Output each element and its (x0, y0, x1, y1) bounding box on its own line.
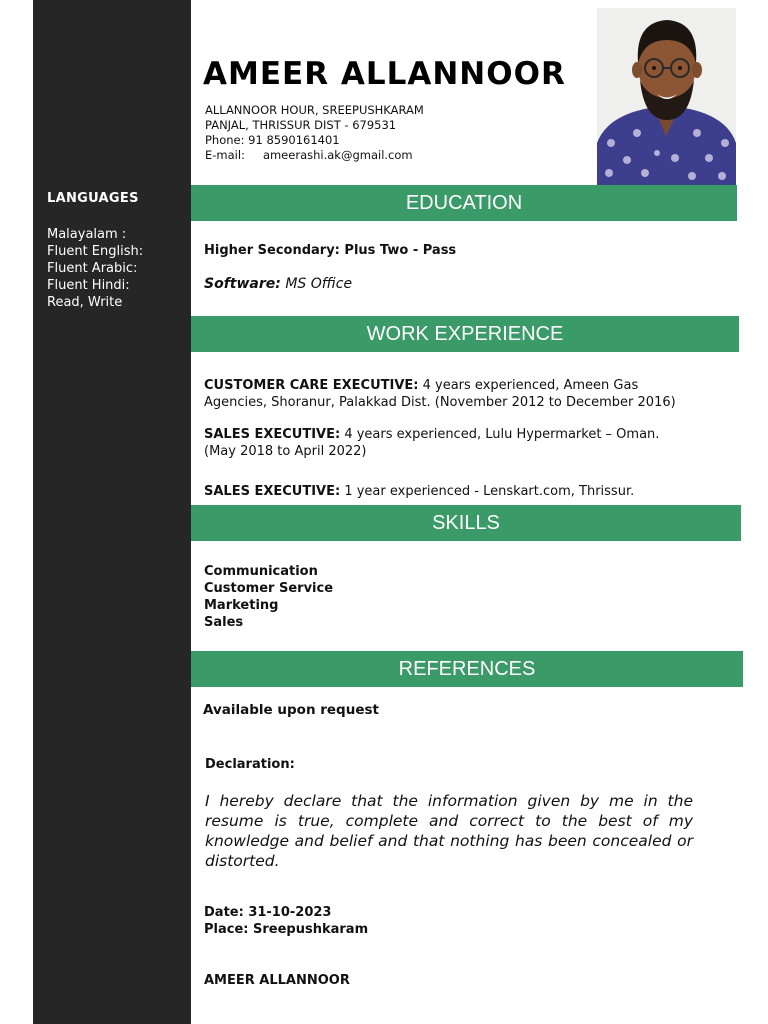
languages-heading: LANGUAGES (47, 191, 139, 206)
references-text: Available upon request (203, 702, 379, 718)
skills-list (204, 563, 333, 631)
job-title: CUSTOMER CARE EXECUTIVE: (204, 378, 419, 393)
job-entry (204, 426, 659, 460)
declaration-text: I hereby declare that the information given by me in the resume is true, complete and correct to the best of my knowledge and belief and that nothing has been concealed or distorted. (205, 792, 693, 870)
language-item: Malayalam : (47, 227, 127, 242)
skills-heading: SKILLS (191, 505, 741, 541)
job-entry (204, 377, 676, 411)
software-label: Software: (204, 276, 281, 292)
email-row (205, 148, 424, 163)
profile-photo (597, 8, 736, 186)
address-line-2: PANJAL, THRISSUR DIST - 679531 (205, 118, 397, 132)
education-heading: EDUCATION (191, 185, 737, 221)
job-title: SALES EXECUTIVE: (204, 484, 341, 499)
software-value: MS Office (285, 276, 353, 292)
declaration-place: Place: Sreepushkaram (204, 922, 369, 937)
signature-name: AMEER ALLANNOOR (204, 973, 350, 988)
email-link[interactable]: ameerashi.ak@gmail.com (262, 148, 413, 162)
job-detail: 4 years experienced, Lulu Hypermarket – Oman. (340, 427, 660, 442)
job-detail: Agencies, Shoranur, Palakkad Dist. (November 2012 to December 2016) (204, 395, 676, 410)
candidate-name: AMEER ALLANNOOR (203, 56, 566, 92)
declaration-date: Date: 31-10-2023 (204, 905, 332, 920)
skill-item: Customer Service (204, 581, 334, 596)
languages-list (47, 226, 143, 311)
software-row (204, 276, 352, 292)
language-item: Fluent Arabic: (47, 261, 138, 276)
language-item: Read, Write (47, 295, 123, 310)
job-title: SALES EXECUTIVE: (204, 427, 341, 442)
job-entry (204, 483, 634, 500)
higher-secondary: Higher Secondary: Plus Two - Pass (204, 243, 457, 258)
declaration-heading: Declaration: (205, 757, 295, 772)
job-detail: (May 2018 to April 2022) (204, 444, 367, 459)
sidebar (33, 0, 191, 1024)
references-heading: REFERENCES (191, 651, 743, 687)
language-item: Fluent English: (47, 244, 144, 259)
email-label: E-mail: (205, 148, 245, 162)
skill-item: Marketing (204, 598, 279, 613)
work-experience-heading: WORK EXPERIENCE (191, 316, 739, 352)
job-detail: 4 years experienced, Ameen Gas (418, 378, 639, 393)
skill-item: Sales (204, 615, 244, 630)
contact-block (205, 103, 424, 163)
skill-item: Communication (204, 564, 318, 579)
job-detail: 1 year experienced - Lenskart.com, Thrissur. (340, 484, 635, 499)
address-line-1: ALLANNOOR HOUR, SREEPUSHKARAM (205, 103, 424, 117)
language-item: Fluent Hindi: (47, 278, 130, 293)
phone-number: Phone: 91 8590161401 (205, 133, 340, 147)
person-portrait-icon (597, 8, 736, 186)
